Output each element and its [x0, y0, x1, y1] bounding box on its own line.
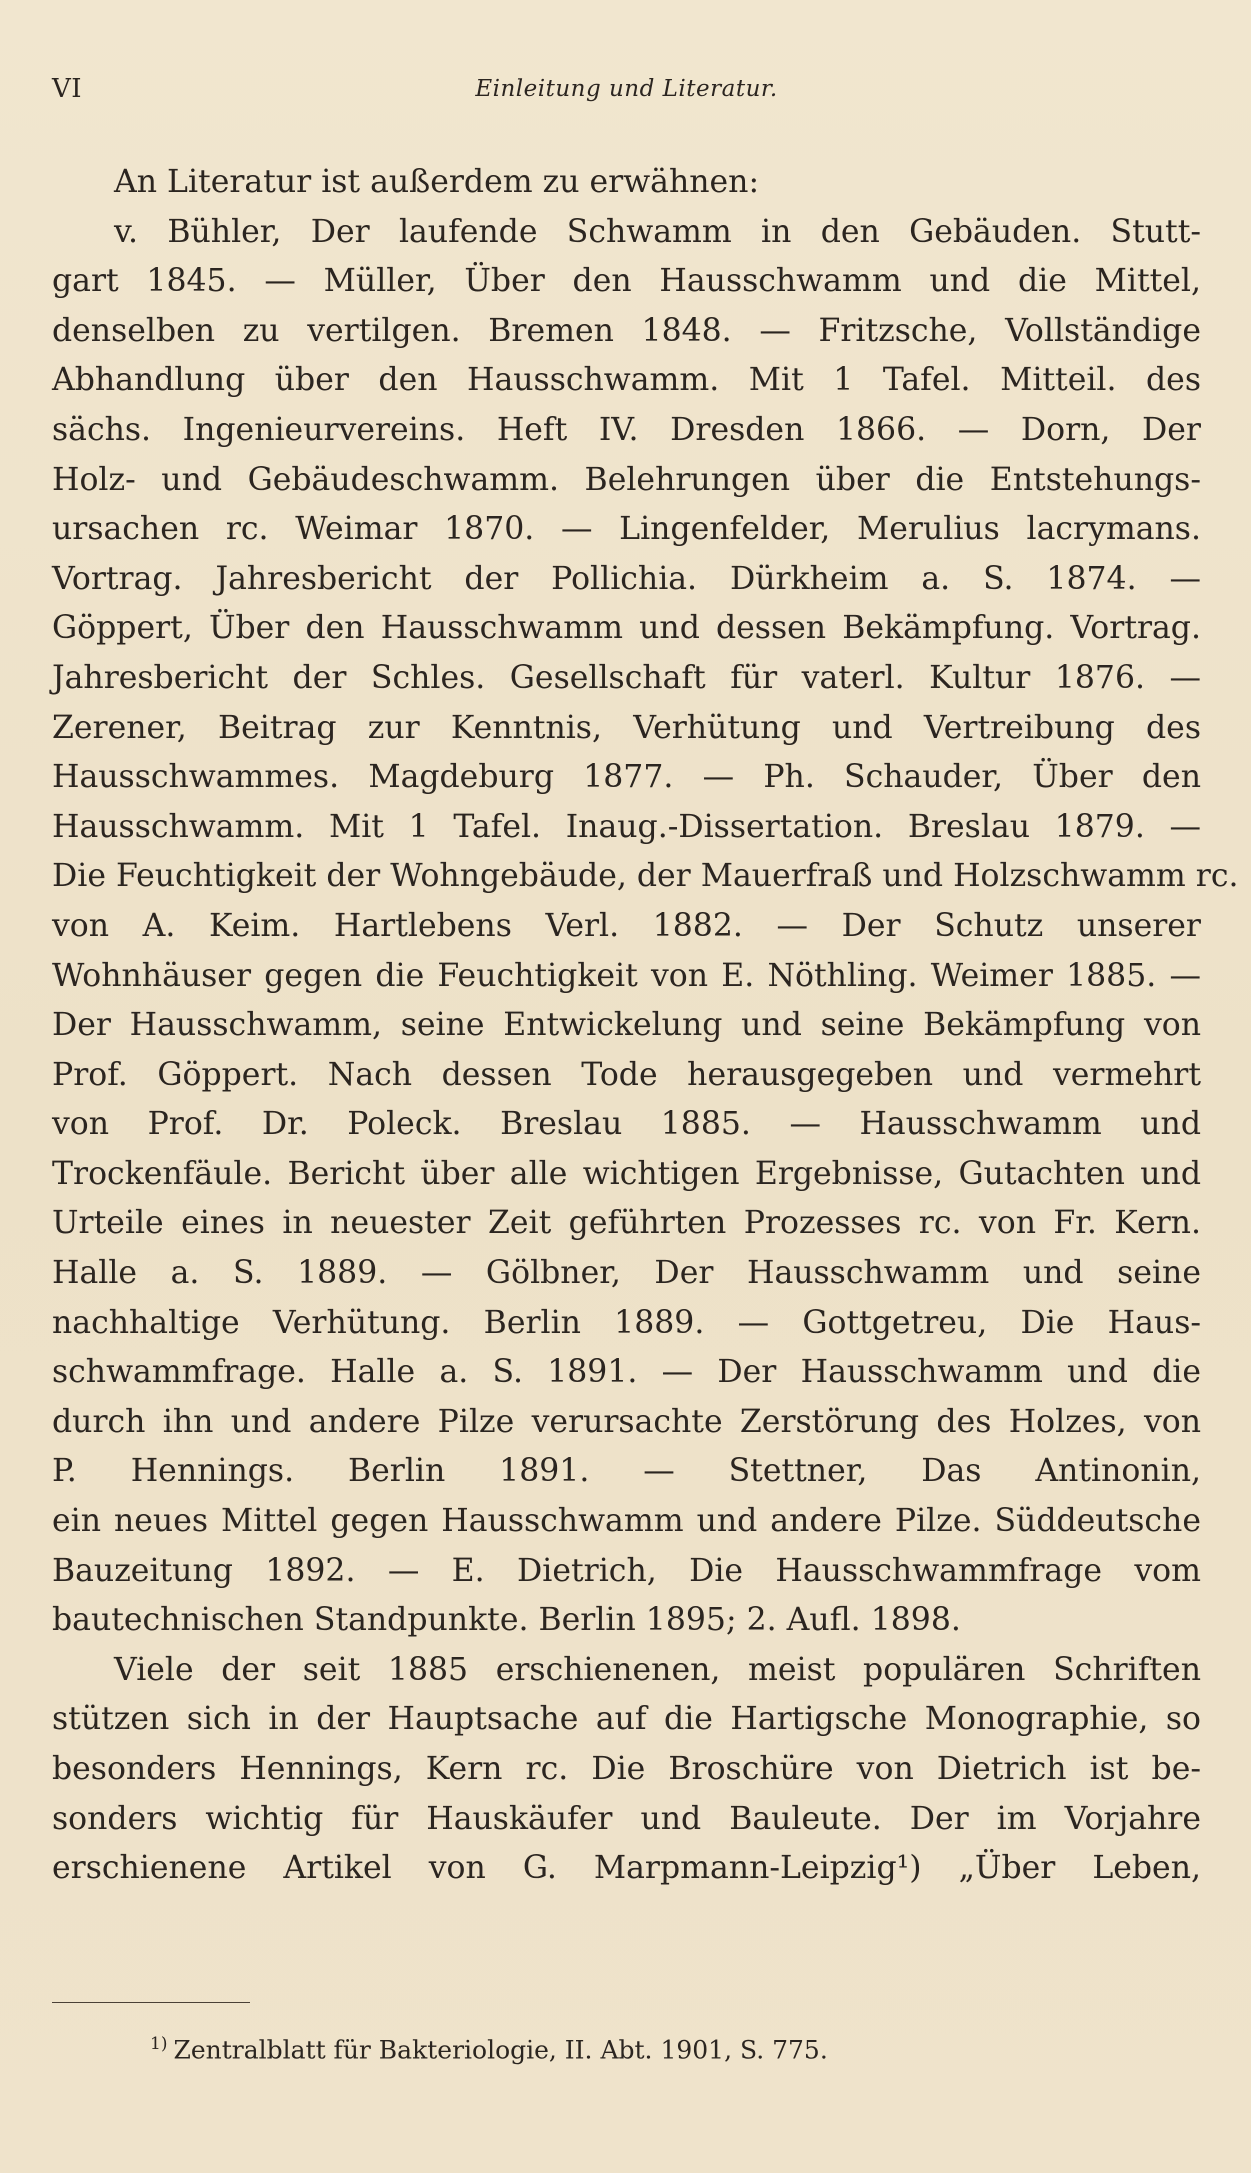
- text-line: von Prof. Dr. Poleck. Breslau 1885. — Hausschwamm und: [52, 1106, 1201, 1143]
- paragraph-intro-line: An Literatur ist außerdem zu erwähnen:: [114, 164, 760, 200]
- text-line: Trockenfäule. Bericht über alle wichtigen Ergebnisse, Gutachten und: [52, 1155, 1201, 1192]
- running-head: [52, 74, 1201, 114]
- page-number: VI: [52, 74, 83, 104]
- text-line: Vortrag. Jahresbericht der Pollichia. Dürkheim a. S. 1874. —: [52, 560, 1201, 597]
- text-line: Viele der seit 1885 erschienenen, meist populären Schriften: [114, 1651, 1201, 1688]
- text-line: Abhandlung über den Hausschwamm. Mit 1 Tafel. Mitteil. des: [52, 362, 1201, 399]
- text-line: Urteile eines in neuester Zeit geführten Prozesses rc. von Fr. Kern.: [52, 1205, 1201, 1242]
- footnote-divider: [52, 2002, 250, 2003]
- text-line: Halle a. S. 1889. — Gölbner, Der Hausschwamm und seine: [52, 1255, 1201, 1292]
- text-line: besonders Hennings, Kern rc. Die Broschüre von Dietrich ist be-: [52, 1751, 1201, 1787]
- text-line: erschienene Artikel von G. Marpmann-Leipzig¹) „Über Leben,: [52, 1850, 1201, 1887]
- footnote-marker: 1): [150, 2034, 168, 2054]
- text-line: sächs. Ingenieurvereins. Heft IV. Dresden 1866. — Dorn, Der: [52, 411, 1201, 448]
- text-line: Bauzeitung 1892. — E. Dietrich, Die Hausschwammfrage vom: [52, 1552, 1201, 1589]
- text-line: von A. Keim. Hartlebens Verl. 1882. — Der Schutz unserer: [52, 907, 1201, 944]
- text-line: ein neues Mittel gegen Hausschwamm und andere Pilze. Süddeutsche: [52, 1503, 1201, 1540]
- text-line: Wohnhäuser gegen die Feuchtigkeit von E. Nöthling. Weimer 1885. —: [52, 957, 1201, 994]
- text-line: P. Hennings. Berlin 1891. — Stettner, Das Antinonin,: [52, 1453, 1201, 1490]
- text-line: sonders wichtig für Hauskäufer und Bauleute. Der im Vorjahre: [52, 1800, 1201, 1837]
- text-line: durch ihn und andere Pilze verursachte Zerstörung des Holzes, von: [52, 1403, 1201, 1440]
- text-line: stützen sich in der Hauptsache auf die Hartigsche Monographie, so: [52, 1701, 1201, 1738]
- text-line: gart 1845. — Müller, Über den Hausschwamm und die Mittel,: [52, 263, 1201, 300]
- running-title: Einleitung und Literatur.: [475, 76, 778, 102]
- text-line: nachhaltige Verhütung. Berlin 1889. — Gottgetreu, Die Haus-: [52, 1304, 1201, 1341]
- text-line: bautechnischen Standpunkte. Berlin 1895; 2. Aufl. 1898.: [52, 1602, 961, 1639]
- text-line: Hausschwamm. Mit 1 Tafel. Inaug.-Dissertation. Breslau 1879. —: [52, 808, 1201, 845]
- text-line: ursachen rc. Weimar 1870. — Lingenfelder, Merulius lacrymans.: [52, 511, 1201, 548]
- text-line: Der Hausschwamm, seine Entwickelung und seine Bekämpfung von: [52, 1007, 1201, 1044]
- text-line: Die Feuchtigkeit der Wohngebäude, der Mauerfraß und Holzschwamm rc.: [52, 858, 1239, 895]
- text-line: Prof. Göppert. Nach dessen Tode herausgegeben und vermehrt: [52, 1056, 1201, 1093]
- text-line: Göppert, Über den Hausschwamm und dessen Bekämpfung. Vortrag.: [52, 610, 1201, 647]
- text-line: Holz- und Gebäudeschwamm. Belehrungen über die Entstehungs-: [52, 461, 1201, 498]
- footnote: [150, 2024, 828, 2070]
- text-line: v. Bühler, Der laufende Schwamm in den Gebäuden. Stutt-: [114, 213, 1201, 250]
- text-line: schwammfrage. Halle a. S. 1891. — Der Hausschwamm und die: [52, 1354, 1201, 1391]
- text-line: Zerener, Beitrag zur Kenntnis, Verhütung und Vertreibung des: [52, 709, 1201, 746]
- body-text: [52, 158, 1239, 1894]
- text-line: denselben zu vertilgen. Bremen 1848. — Fritzsche, Vollständige: [52, 312, 1201, 349]
- footnote-text: Zentralblatt für Bakteriologie, II. Abt. 1901, S. 775.: [173, 2035, 828, 2065]
- text-line: Hausschwammes. Magdeburg 1877. — Ph. Schauder, Über den: [52, 759, 1201, 796]
- text-line: Jahresbericht der Schles. Gesellschaft für vaterl. Kultur 1876. —: [52, 659, 1201, 696]
